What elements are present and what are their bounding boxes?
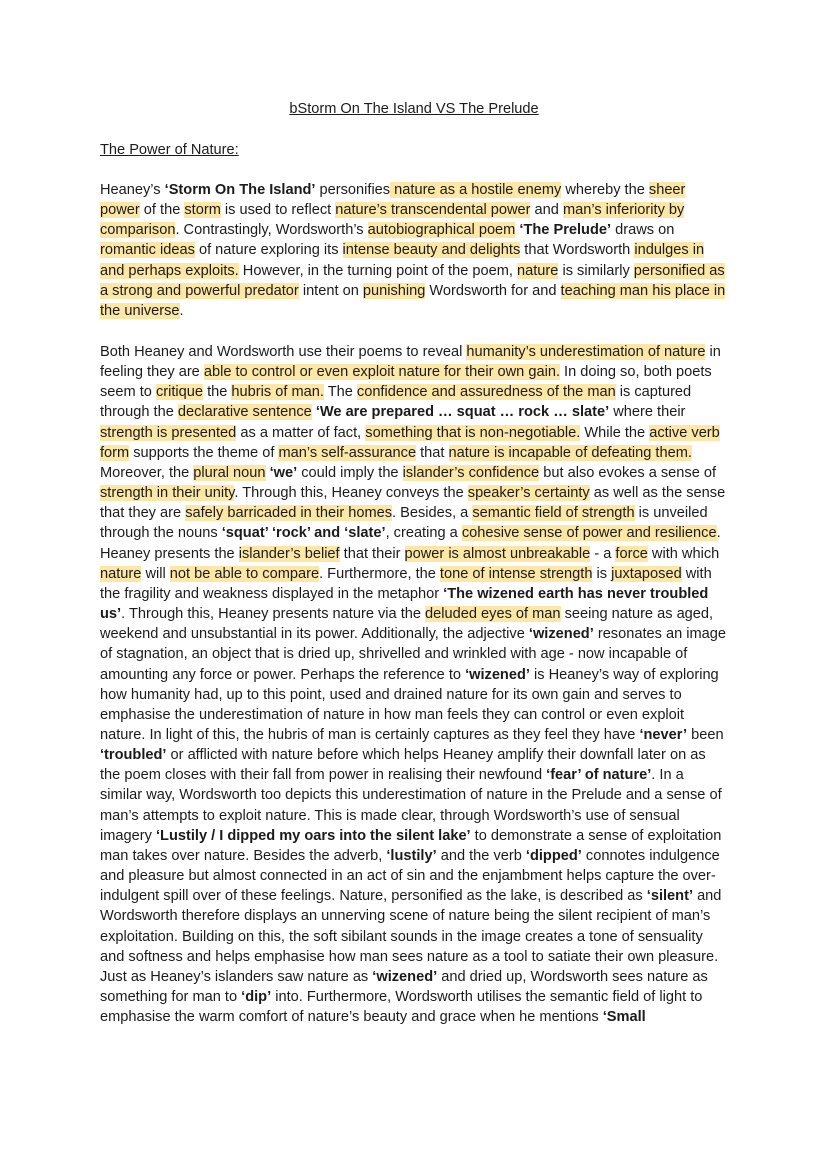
body-text: is unveiled through the nouns: [100, 505, 708, 542]
bold-quote: ‘We are prepared … squat … rock … slate’: [315, 404, 610, 421]
highlighted-text: able to control or even exploit nature for their own gain.: [203, 364, 560, 381]
body-text: of nature exploring its: [194, 242, 343, 259]
highlighted-text: confidence and assuredness of the man: [356, 384, 616, 401]
body-text: , creating a: [385, 525, 462, 542]
highlighted-text: deluded eyes of man: [425, 606, 561, 623]
body-text: . Contrastingly, Wordsworth’s: [175, 222, 368, 239]
highlighted-text: islander’s belief: [238, 545, 340, 562]
highlighted-text: man’s inferiority by comparison: [100, 202, 685, 239]
body-text: While the: [580, 424, 650, 441]
highlighted-text: critique: [155, 384, 204, 401]
bold-quote: ‘silent’: [646, 888, 694, 905]
highlighted-text: plural noun: [193, 464, 266, 481]
body-text: Heaney’s: [100, 182, 165, 198]
highlighted-text: nature: [100, 565, 142, 582]
body-text: that Wordsworth: [520, 242, 635, 259]
highlighted-text: power is almost unbreakable: [404, 545, 591, 562]
bold-quote: ‘Small: [602, 1009, 646, 1026]
body-text: as a matter of fact,: [236, 424, 366, 441]
body-text: . Through this, Heaney conveys the: [234, 485, 468, 502]
paragraph-intro: [100, 180, 728, 321]
body-text: is: [592, 565, 612, 582]
bold-quote: ‘dip’: [241, 989, 272, 1005]
body-text: and the verb: [436, 847, 526, 864]
bold-quote: ‘wizened’: [372, 968, 438, 985]
body-text: Moreover, the: [100, 464, 194, 481]
highlighted-text: punishing: [362, 282, 426, 299]
body-text: . Through this, Heaney presents nature via the: [121, 606, 426, 623]
highlighted-text: cohesive sense of power and resilience: [461, 525, 717, 542]
section-heading: The Power of Nature:: [100, 142, 239, 158]
bold-quote: ‘never’: [639, 726, 688, 743]
bold-quote: ‘we’: [269, 464, 298, 481]
document-title: bStorm On The Island VS The Prelude: [289, 101, 539, 117]
highlighted-text: personified as a strong and powerful predator: [100, 262, 725, 299]
highlighted-text: nature as a hostile enemy: [390, 182, 562, 198]
body-text: with which: [647, 545, 720, 562]
bold-quote: ‘troubled’: [100, 747, 167, 764]
body-text: .: [179, 302, 184, 319]
body-text: is similarly: [558, 262, 634, 279]
body-text: to demonstrate a sense of exploitation man takes over nature. Besides the adverb,: [100, 827, 722, 864]
body-text: or afflicted with nature before which helps Heaney amplify their downfall later on as the poem closes with their fall from power in realising their newfound: [100, 747, 706, 784]
highlighted-text: romantic ideas: [100, 242, 195, 259]
bold-quote: ‘wizened’: [465, 666, 530, 683]
body-text: . Heaney presents the: [100, 525, 721, 562]
highlighted-text: juxtaposed: [611, 565, 682, 582]
highlighted-text: nature is incapable of defeating them.: [448, 444, 692, 461]
bold-quote: ‘Lustily / I dipped my oars into the silent lake’: [155, 827, 471, 844]
highlighted-text: force: [615, 545, 648, 562]
bold-quote: ‘fear’ of nature’: [546, 767, 652, 784]
highlighted-text: intense beauty and delights: [342, 242, 521, 259]
bold-quote: ‘Storm On The Island’: [164, 182, 316, 198]
body-text: that their: [339, 545, 405, 562]
highlighted-text: islander’s confidence: [402, 464, 540, 481]
body-text: of the: [139, 202, 185, 219]
body-text: that: [416, 444, 449, 461]
highlighted-text: not be able to compare: [169, 565, 320, 582]
highlighted-text: strength in their unity: [100, 485, 235, 502]
body-text: intent on: [298, 282, 363, 299]
body-text: and: [530, 202, 563, 219]
body-text: as well as the sense that they are: [100, 485, 726, 522]
body-text: is Heaney’s way of exploring how humanity had, up to this point, used and drained nature for its own gain and serves to emphasise the underestimation of nature in how man feels they can control or even exploit nature. In light of this, the hubris of man is certainly captures as they feel they have: [100, 666, 719, 743]
bold-quote: ‘dipped’: [525, 847, 582, 864]
body-text: draws on: [611, 222, 675, 239]
body-text: and dried up, Wordsworth sees nature as something for man to: [100, 968, 708, 1005]
highlighted-text: semantic field of strength: [472, 505, 635, 522]
body-text: could imply the: [297, 464, 403, 481]
highlighted-text: declarative sentence: [177, 404, 312, 421]
bold-quote: ‘squat’ ‘rock’ and ‘slate’: [221, 525, 386, 542]
body-text: is used to reflect: [220, 202, 336, 219]
body-text: personifies: [315, 182, 391, 198]
body-text: whereby the: [561, 182, 649, 198]
body-text: resonates an image of stagnation, an object that is dried up, shrivelled and wrinkled with age - now incapable of amounting any force or power. Perhaps the reference to: [100, 626, 727, 683]
highlighted-text: hubris of man.: [231, 384, 324, 401]
body-text: in feeling they are: [100, 344, 721, 381]
highlighted-text: storm: [184, 202, 221, 219]
highlighted-text: nature: [517, 262, 559, 279]
highlighted-text: teaching man his place in the universe: [100, 282, 726, 319]
bold-quote: ‘The wizened earth has never troubled us’: [100, 585, 709, 623]
highlighted-text: humanity’s underestimation of nature: [466, 344, 706, 360]
body-text: but also evokes a sense of: [539, 464, 717, 481]
highlighted-text: autobiographical poem: [367, 222, 516, 239]
body-text: Both Heaney and Wordsworth use their poems to reveal: [100, 344, 467, 360]
highlighted-text: tone of intense strength: [439, 565, 593, 582]
body-text: . Besides, a: [392, 505, 473, 522]
highlighted-text: man’s self-assurance: [278, 444, 417, 461]
body-text: . In a similar way, Wordsworth too depicts this underestimation of nature in the Prelude and a sense of man’s attempts to exploit nature. This is made clear, through Wordsworth’s use of sensual imagery: [100, 767, 722, 844]
body-text: the: [203, 384, 232, 401]
bold-quote: ‘wizened’: [528, 626, 594, 643]
body-text: and Wordsworth therefore displays an unnerving scene of nature being the silent recipient of man’s exploitation. Building on this, the soft sibilant sounds in the image creates a tone of sensuality and softness and helps emphasise how man sees nature as a tool to satiate their own pleasure. Just as Heaney’s islanders saw nature as: [100, 888, 722, 985]
body-text: with the fragility and weakness displayed in the metaphor: [100, 565, 712, 602]
highlighted-text: safely barricaded in their homes: [185, 505, 393, 522]
body-text: . Furthermore, the: [319, 565, 440, 582]
highlighted-text: active verb form: [100, 424, 720, 461]
highlighted-text: indulges in and perhaps exploits.: [100, 242, 705, 279]
body-text: been: [687, 726, 724, 743]
body-text: where their: [609, 404, 686, 421]
body-text: However, in the turning point of the poem,: [238, 262, 517, 279]
highlighted-text: nature’s transcendental power: [335, 202, 531, 219]
highlighted-text: sheer power: [100, 182, 686, 219]
body-text: seeing nature as aged, weekend and unsubstantial in its power. Additionally, the adjective: [100, 606, 714, 643]
body-text: will: [141, 565, 170, 582]
highlighted-text: speaker’s certainty: [467, 485, 590, 502]
body-text: Wordsworth for and: [425, 282, 561, 299]
body-text: The: [323, 384, 357, 401]
bold-quote: ‘The Prelude’: [519, 222, 612, 239]
paragraph-analysis: [100, 342, 728, 1027]
body-text: connotes indulgence and pleasure but almost connected in an act of sin and the enjambment helps capture the over-indulgent spill over of these feelings. Nature, personified as the lake, is described as: [100, 847, 720, 905]
body-text: into. Furthermore, Wordsworth utilises the semantic field of light to emphasise the warm comfort of nature’s beauty and grace when he mentions: [100, 989, 703, 1026]
highlighted-text: something that is non-negotiable.: [365, 424, 581, 441]
body-text: - a: [590, 545, 616, 562]
body-text: is captured through the: [100, 384, 692, 421]
bold-quote: ‘lustily’: [386, 847, 437, 864]
body-text: In doing so, both poets seem to: [100, 364, 712, 401]
body-text: supports the theme of: [129, 444, 279, 461]
highlighted-text: strength is presented: [100, 424, 237, 441]
